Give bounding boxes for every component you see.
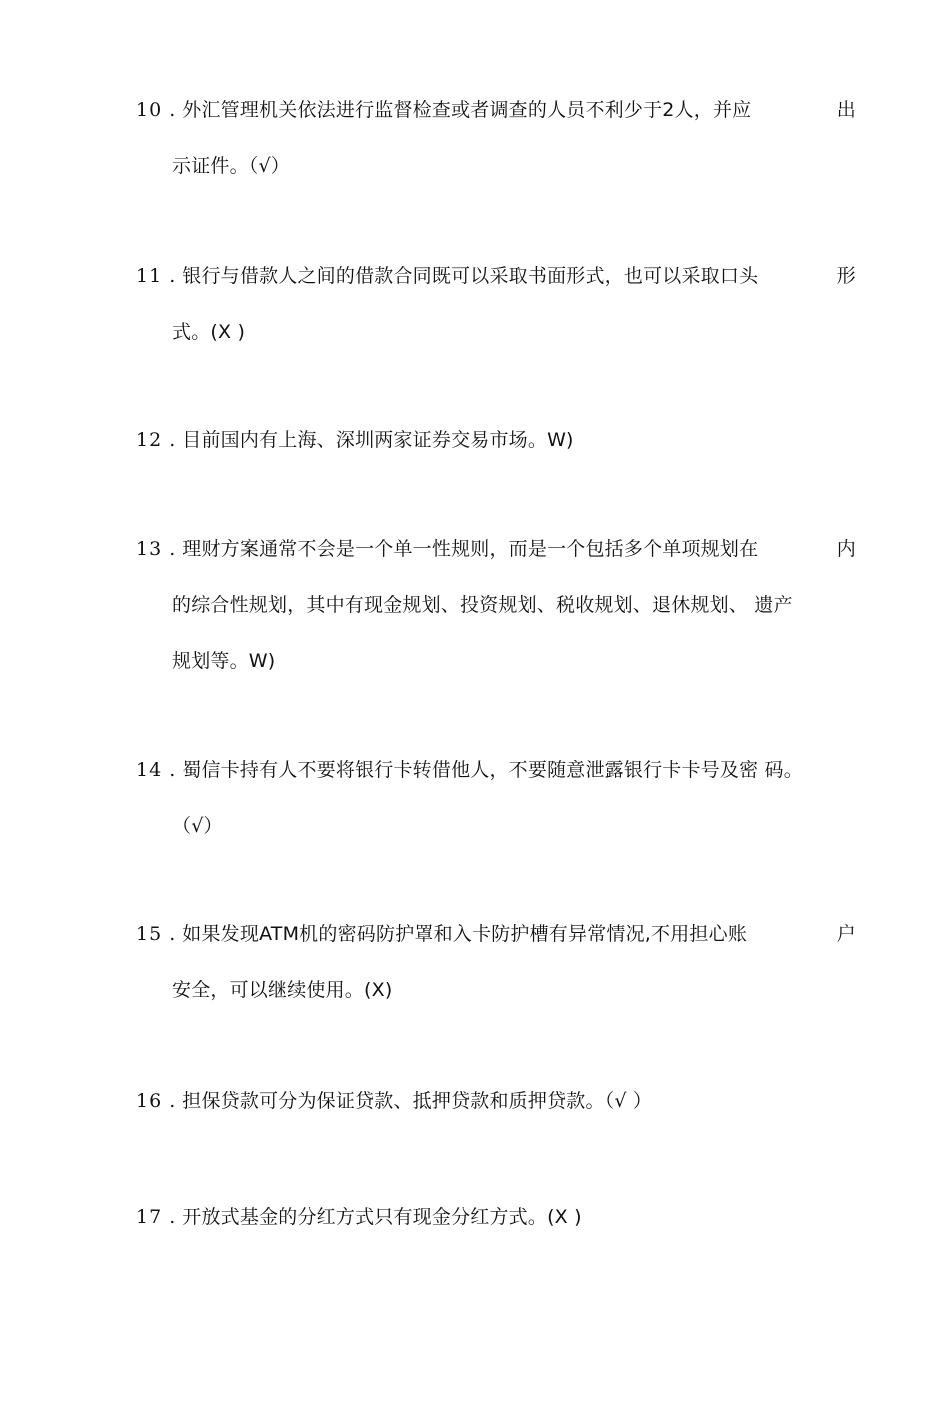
question-line-cont: 规划等。W) <box>172 650 276 672</box>
question-line <box>136 426 856 482</box>
question-15 <box>136 920 856 1032</box>
question-number: 10 . <box>136 99 177 121</box>
question-line <box>136 756 856 812</box>
question-line <box>136 920 856 976</box>
question-16 <box>136 1087 856 1143</box>
question-number: 17 . <box>136 1206 177 1228</box>
question-text-tail: 形 <box>836 265 856 287</box>
question-number: 16 . <box>136 1090 177 1112</box>
question-number: 15 . <box>136 923 177 945</box>
question-line <box>136 1203 856 1259</box>
question-text: 目前国内有上海、深圳两家证券交易市场。W) <box>182 429 574 451</box>
question-number: 11 . <box>136 265 177 287</box>
question-line-cont: 式。(X ) <box>172 321 246 343</box>
question-text: 蜀信卡持有人不要将银行卡转借他人，不要随意泄露银行卡卡号及密 码。 <box>182 759 803 781</box>
question-11 <box>136 262 856 374</box>
question-13 <box>136 535 856 703</box>
question-text: 银行与借款人之间的借款合同既可以采取书面形式，也可以采取口头 <box>182 265 759 287</box>
question-line <box>136 1087 856 1143</box>
question-line-cont: 安全，可以继续使用。(X) <box>172 979 393 1001</box>
question-text: 担保贷款可分为保证贷款、抵押贷款和质押贷款。（√ ） <box>182 1090 653 1112</box>
question-number: 14 . <box>136 759 177 781</box>
question-text-tail: 出 <box>836 99 856 121</box>
question-line <box>136 96 856 152</box>
question-text-tail: 内 <box>836 538 856 560</box>
question-line-cont: （√） <box>172 815 223 837</box>
question-12 <box>136 426 856 482</box>
question-line-cont: 示证件。（√） <box>172 155 291 177</box>
question-text-tail: 户 <box>836 923 856 945</box>
question-text: 外汇管理机关依法进行监督检查或者调查的人员不利少于2人，并应 <box>182 99 752 121</box>
question-10 <box>136 96 856 208</box>
question-line <box>136 535 856 591</box>
question-line-cont: 的综合性规划，其中有现金规划、投资规划、税收规划、退休规划、 遗产 <box>172 594 793 616</box>
question-17 <box>136 1203 856 1259</box>
question-number: 12 . <box>136 429 177 451</box>
question-text: 如果发现ATM机的密码防护罩和入卡防护槽有异常情况,不用担心账 <box>182 923 748 945</box>
question-line <box>136 262 856 318</box>
question-14 <box>136 756 856 868</box>
question-text: 理财方案通常不会是一个单一性规则，而是一个包括多个单项规划在 <box>182 538 759 560</box>
question-number: 13 . <box>136 538 177 560</box>
question-text: 开放式基金的分红方式只有现金分红方式。(X ) <box>182 1206 582 1228</box>
